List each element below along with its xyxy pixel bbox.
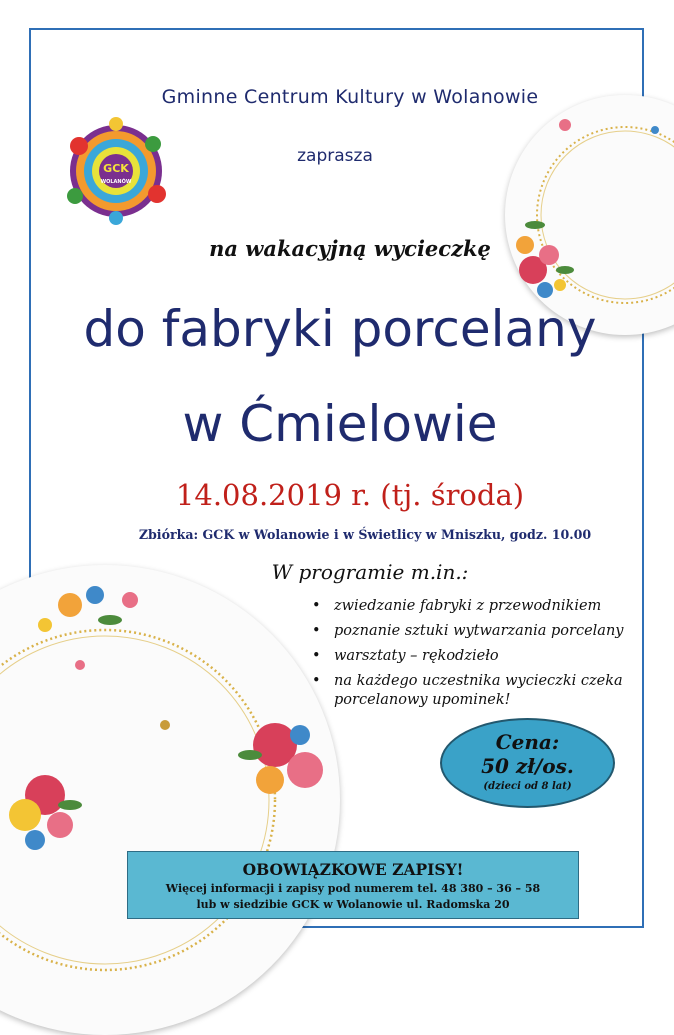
porcelain-plate-top-image xyxy=(505,95,674,335)
logo-subtext: WOLANÓW xyxy=(100,179,132,185)
meeting-point: Zbiórka: GCK w Wolanowie i w Świetlicy w Mniszku, godz. 10.00 xyxy=(138,527,592,542)
event-title-line1: do fabryki porcelany xyxy=(83,300,597,358)
price-note: (dzieci od 8 lat) xyxy=(483,781,572,792)
event-subtitle: na wakacyjną wycieczkę xyxy=(209,236,491,261)
program-heading: W programie m.in.: xyxy=(271,560,469,584)
registration-info-line1: Więcej informacji i zapisy pod numerem tel. 48 380 – 36 – 58 xyxy=(165,882,541,895)
event-title-line2: w Ćmielowie xyxy=(182,395,498,453)
bullet-icon: • xyxy=(312,673,321,689)
registration-box xyxy=(127,851,579,919)
program-item: • na każdego uczestnika wycieczki czeka porcelanowy upominek! xyxy=(312,673,623,708)
program-item: • poznanie sztuki wytwarzania porcelany xyxy=(312,623,624,639)
program-list xyxy=(312,597,642,716)
organizer-name: Gminne Centrum Kultury w Wolanowie xyxy=(161,86,539,108)
registration-heading: OBOWIĄZKOWE ZAPISY! xyxy=(242,860,464,879)
price-badge xyxy=(440,718,615,808)
gck-logo xyxy=(57,116,175,226)
bullet-icon: • xyxy=(312,598,321,614)
registration-info-line2: lub w siedzibie GCK w Wolanowie ul. Radomska 20 xyxy=(196,898,510,911)
event-date: 14.08.2019 r. (tj. środa) xyxy=(175,478,525,512)
invites-text: zaprasza xyxy=(297,146,373,166)
program-item: • zwiedzanie fabryki z przewodnikiem xyxy=(312,598,602,614)
logo-text: GCK xyxy=(103,162,129,175)
price-value: 50 zł/os. xyxy=(481,754,574,778)
bullet-icon: • xyxy=(312,648,321,664)
price-label: Cena: xyxy=(495,730,560,754)
bullet-icon: • xyxy=(312,623,321,639)
porcelain-plate-bottom-image xyxy=(0,565,340,1035)
program-item: • warsztaty – rękodzieło xyxy=(312,648,499,664)
